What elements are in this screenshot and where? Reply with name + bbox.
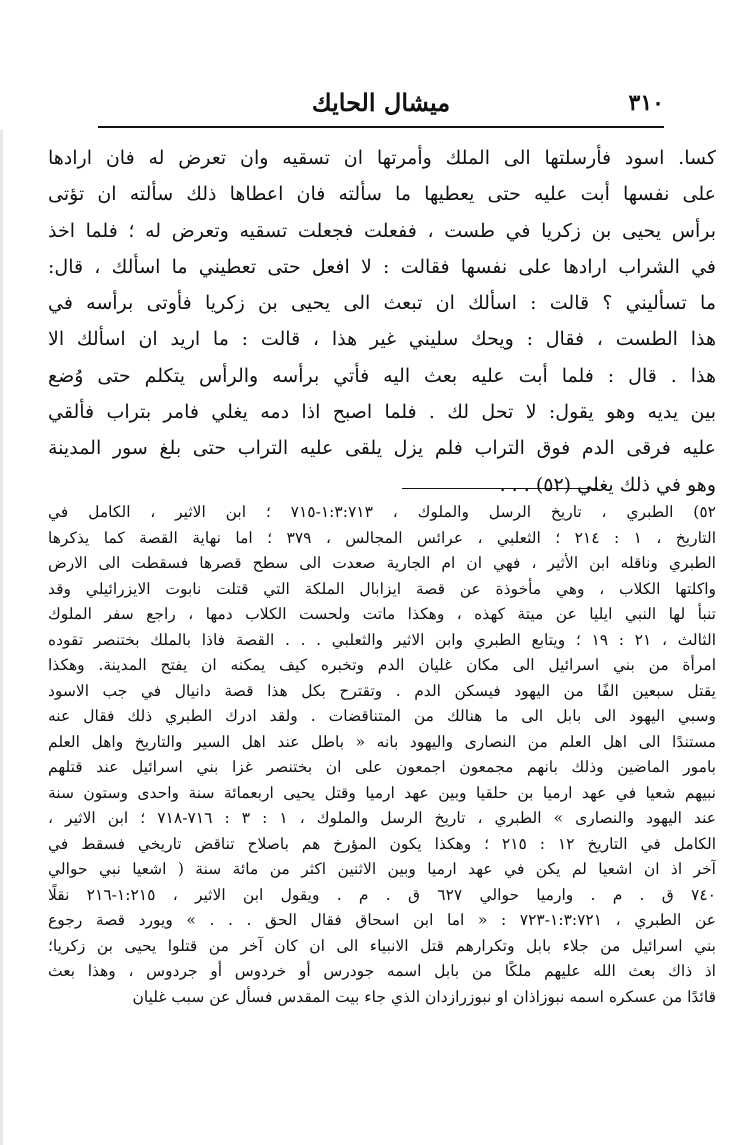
footnote-line: آخر اذ ان اشعيا لم يكن في عهد ارميا وبين الاثنين اكثر من مائة سنة ( اشعيا نبي حوالي: [48, 860, 716, 878]
text-line: بين يديه وهو يقول: لا تحل لك . فلما اصبح اذا دمه يغلي فامر بتراب فألقي: [48, 401, 716, 424]
text-line: هذا الطست ، فقال : ويحك سليني غير هذا ، قالت : ما اريد ان اسألك الا: [48, 328, 716, 351]
footnote-line: ٥٢) الطبري ، تاريخ الرسل والملوك ، ١:٣:٧١٣-٧١٥ ؛ ابن الاثير ، الكامل في: [48, 503, 716, 521]
footnote-line: نبيهم شعيا في عهد ارميا بن حلقيا وبين عهد ارميا وقتل يحيى اربعمائة سنة واحدى وستون سنة: [48, 783, 716, 802]
footnote-line: امرأة من بني اسرائيل الى مكان غليان الدم وتخبره كيف يمكنه ان يفتح المدينة. وهكذا: [48, 656, 716, 674]
footnote-line: مستندًا الى اهل العلم من النصارى واليهود بانه « باطل عند اهل السير والتاريخ واهل العلم: [48, 732, 716, 751]
footnote-line: عند اليهود والنصارى » الطبري ، تاريخ الرسل والملوك ، ١ : ٣ : ٧١٦-٧١٨ ؛ ابن الاثير ،: [48, 809, 716, 827]
footnote-line: اذ ذاك بعث الله عليهم ملكًا من بابل اسمه جودرس أو خردوس أو جردوس ، وهذا بعث: [48, 962, 716, 980]
page-number: ٣١٠: [628, 90, 664, 116]
footnote-line: التاريخ ، ١ : ٢١٤ ؛ الثعلبي ، عرائس المجالس ، ٣٧٩ ؛ اما نهاية القصة كما يذكرها: [48, 528, 716, 547]
footnote-line: يقتل سبعين الفًا من اليهود فيسكن الدم . وتقترح بكل هذا قصة دانيال في جب الاسود: [48, 681, 716, 700]
text-line: عليه فرقى الدم فوق التراب فلم يزل يلقى عليه التراب حتى بلغ سور المدينة: [48, 437, 716, 460]
text-line: هذا . قال : فلما أبت عليه بعث اليه فأتي برأسه والرأس يتكلم حتى وُضع: [48, 364, 716, 387]
scan-edge: [0, 130, 3, 1145]
footnote-line: واكلتها الكلاب ، وهي مأخوذة عن قصة ايزابال الملكة التي قتلت نابوت الايزرائيلي وقد: [48, 579, 716, 598]
footnote-line: الطبري وناقله ابن الأثير ، فهي ان ام الجارية صعدت الى سطح قصرها فسقطت الى الارض: [48, 554, 716, 572]
footnote-line: ٧٤٠ ق . م . وارميا حوالي ٦٢٧ ق . م . ويقول ابن الاثير ، ١:٢١٥-٢١٦ نقلًا: [48, 885, 716, 904]
footnotes: [48, 500, 716, 1010]
text-line: كسا. اسود فأرسلتها الى الملك وأمرتها ان تسقيه وان تعرض له فان ارادها: [48, 147, 716, 169]
footnote-line: تنبأ لها النبي ايليا عن ميتة كهذه ، وهكذا ماتت ولحست الكلاب دمها ، راجع سفر الملوك: [48, 605, 716, 623]
text-line: وهو في ذلك يغلي (٥٢) . . .: [499, 473, 716, 496]
text-line: ما تسأليني ؟ قالت : اسألك ان تبعث الى يحيى بن زكريا فأوتى برأسه في: [48, 292, 716, 315]
text-line: على نفسها أبت عليه حتى يعطيها ما سألته فان اعطاها ذلك سألته ان تؤتى: [48, 183, 716, 206]
text-line: برأس يحيى بن زكريا في طست ، ففعلت فجعلت تسقيه وتعرض له ؛ فلما اخذ: [48, 219, 716, 242]
footnote-line: وسبي اليهود الى بابل الى ما هنالك من المتناقضات . ولقد ادرك الطبري ذلك فقال عنه: [48, 707, 716, 725]
footnote-line: عن الطبري ، ١:٣:٧٢١-٧٢٣ : « اما ابن اسحاق فقال الحق . . . » ويورد قصة رجوع: [48, 911, 716, 929]
footnote-line: الثالث ، ٢١ : ١٩ ؛ ويتابع الطبري وابن الاثير والثعلبي . . . القصة فاذا بالملك بختنصر تقوده: [48, 630, 716, 649]
main-text: [48, 140, 716, 503]
footnote-line: بامور الماضين وذلك بانهم مجمعون اجمعون على ان بختنصر غزا بني اسرائيل عند قتلهم: [48, 758, 716, 776]
footnote-line: قائدًا من عسكره اسمه نبوزاذان او نبوزرازدان الذي جاء بيت المقدس فسأل عن سبب غليان: [132, 987, 716, 1006]
running-title: ميشال الحايك: [311, 88, 451, 117]
footnote-separator: [402, 488, 598, 489]
text-line: في الشراب ارادها على نفسها فقالت : لا افعل حتى تعطيني ما اسألك ، قال:: [48, 255, 716, 278]
footnote-line: بني اسرائيل من جلاء بابل وتكرارهم قتل الانبياء الى ان كان آخر من قتلوا يحيى بن زكريا؛: [48, 936, 716, 955]
page-header: [98, 88, 664, 128]
footnote-line: الكامل في التاريخ ١٢ : ٢١٥ ؛ وهكذا يكون المؤرخ هم باصلاح تناقض تاريخي فسقط في: [48, 834, 716, 853]
